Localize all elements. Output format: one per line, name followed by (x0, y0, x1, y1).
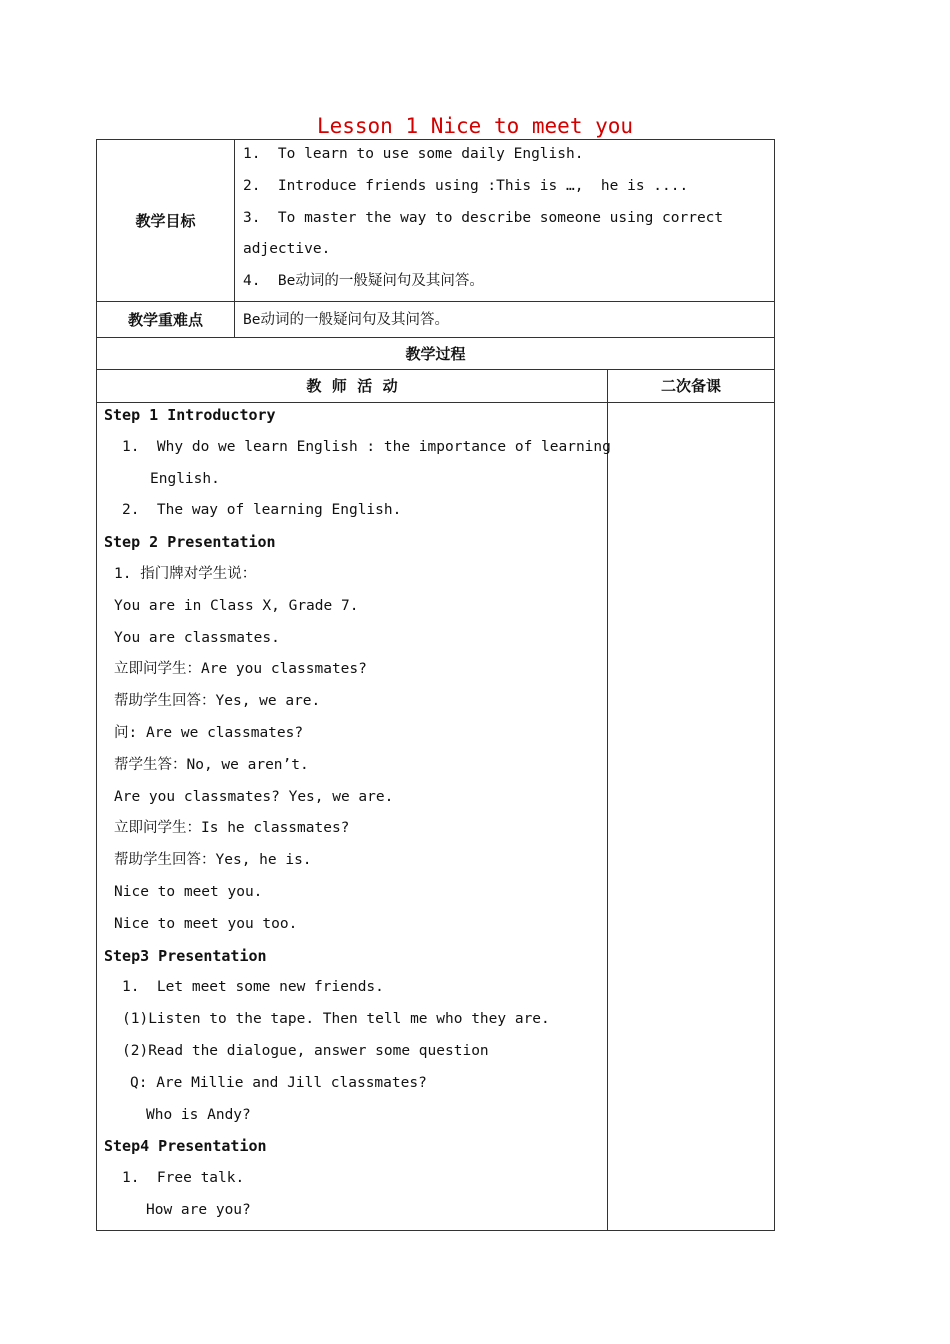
list-item: You are classmates. (114, 629, 280, 646)
list-item: English. (150, 470, 220, 487)
goals-label: 教学目标 (97, 140, 235, 302)
list-item: (2)Read the dialogue, answer some question (122, 1042, 489, 1059)
list-item: (1)Listen to the tape. Then tell me who they are. (122, 1011, 550, 1028)
list-item: Who is Andy? (146, 1106, 251, 1123)
goals-row (97, 140, 775, 302)
list-item: 帮助学生回答：Yes, he is. (114, 852, 312, 869)
notes-header: 二次备课 (608, 369, 775, 402)
lesson-plan-table (96, 139, 775, 1231)
step-title: Step3 Presentation (104, 946, 267, 965)
lesson-title: Lesson 1 Nice to meet you (316, 114, 634, 138)
goal-line: 2. Introduce friends using :This is …, he is .... (243, 177, 689, 194)
process-header: 教学过程 (97, 337, 775, 369)
list-item: Q: Are Millie and Jill classmates? (130, 1074, 427, 1091)
list-item: 1. Let meet some new friends. (122, 979, 384, 996)
list-item: 1. Why do we learn English : the importance of learning (122, 438, 611, 455)
goals-content (235, 140, 775, 302)
list-item: 立即问学生：Are you classmates? (114, 661, 367, 678)
key-points-row (97, 301, 775, 337)
list-item: 问: Are we classmates? (114, 724, 304, 741)
teacher-activity-content (97, 402, 611, 1230)
list-item: 帮学生答：No, we aren’t. (114, 756, 309, 773)
key-points-text: Be动词的一般疑问句及其问答。 (243, 312, 449, 329)
step-title: Step 1 Introductory (104, 405, 276, 424)
list-item: 1. 指门牌对学生说： (114, 565, 257, 582)
goal-line: 3. To master the way to describe someone using correct (243, 209, 724, 226)
goal-line: adjective. (243, 241, 331, 258)
list-item: 2. The way of learning English. (122, 502, 402, 519)
goal-line: 4. Be动词的一般疑问句及其问答。 (243, 273, 484, 290)
teacher-activity-header: 教 师 活 动 (97, 369, 608, 402)
step-title: Step 2 Presentation (104, 533, 276, 552)
process-body-row (97, 402, 775, 1230)
process-header-row (97, 337, 775, 369)
list-item: How are you? (146, 1201, 251, 1218)
list-item: 1. Free talk. (122, 1170, 245, 1187)
goal-line: 1. To learn to use some daily English. (243, 146, 584, 162)
list-item: You are in Class X, Grade 7. (114, 597, 359, 614)
list-item: Nice to meet you too. (114, 915, 298, 932)
column-header-row (97, 369, 775, 402)
notes-content (608, 402, 775, 1230)
list-item: 立即问学生：Is he classmates? (114, 820, 350, 837)
list-item: Nice to meet you. (114, 883, 263, 900)
list-item: 帮助学生回答：Yes, we are. (114, 693, 321, 710)
key-points-label: 教学重难点 (97, 301, 235, 337)
step-title: Step4 Presentation (104, 1137, 267, 1156)
key-points-content (235, 301, 775, 337)
list-item: Are you classmates? Yes, we are. (114, 788, 394, 805)
